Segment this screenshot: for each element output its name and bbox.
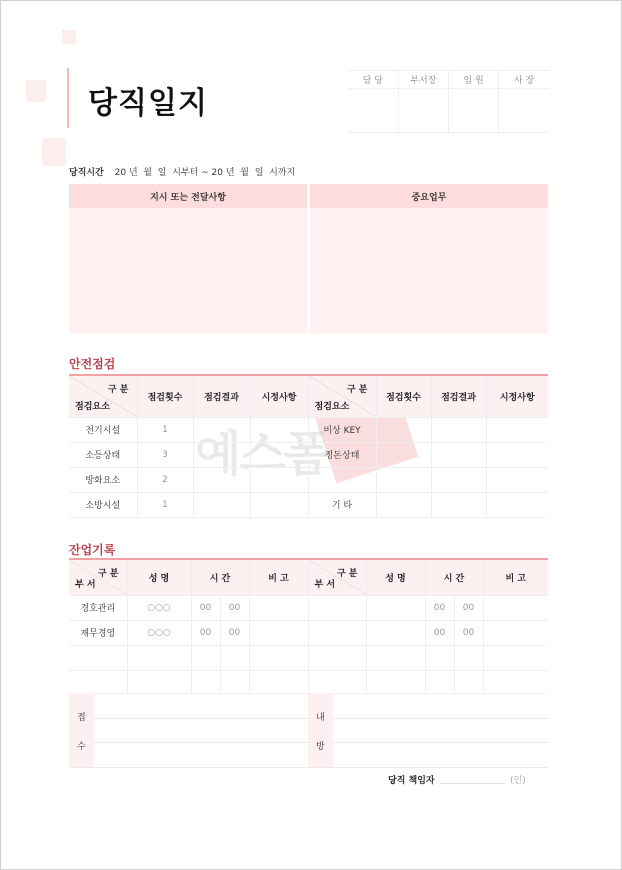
corrective-action[interactable] [486, 467, 548, 492]
watermark: 예스폼 [195, 426, 329, 482]
approval-sign-cell[interactable] [398, 89, 448, 133]
check-count[interactable] [376, 442, 431, 467]
reception-label: 수 [77, 742, 86, 752]
hour-cell[interactable]: 00 [191, 620, 220, 645]
minute-cell[interactable]: 00 [220, 620, 249, 645]
name-cell[interactable] [366, 620, 425, 645]
column-header: 시 간 [425, 560, 483, 595]
safety-section-title: 안전점검 [69, 357, 116, 371]
hour-cell[interactable]: 00 [425, 620, 454, 645]
name-cell[interactable] [366, 645, 425, 670]
check-item: 전기시설 [69, 417, 137, 442]
check-item [308, 467, 376, 492]
visit-line[interactable] [333, 742, 548, 767]
department-cell[interactable] [308, 620, 366, 645]
hour-cell[interactable] [425, 670, 454, 693]
hour-cell[interactable] [191, 670, 220, 693]
safety-table [69, 376, 548, 518]
reception-table [69, 693, 548, 768]
department-cell[interactable]: 재무경영 [69, 620, 127, 645]
table-row [69, 670, 548, 693]
remarks-cell[interactable] [249, 620, 308, 645]
check-item: 비상 KEY [308, 417, 376, 442]
table-row [69, 492, 548, 517]
department-cell[interactable] [69, 645, 127, 670]
diag-bottom-label: 점검요소 [75, 401, 110, 412]
corrective-action[interactable] [486, 492, 548, 517]
approval-sign-cell[interactable] [499, 89, 549, 133]
corrective-action[interactable] [250, 442, 308, 467]
minute-cell[interactable]: 00 [220, 595, 249, 620]
check-item: 소등상태 [69, 442, 137, 467]
corrective-action[interactable] [486, 442, 548, 467]
name-cell[interactable] [127, 670, 191, 693]
minute-cell[interactable] [454, 670, 483, 693]
column-header: 점검횟수 [376, 376, 431, 417]
approval-sign-cell[interactable] [449, 89, 499, 133]
check-result[interactable] [431, 492, 486, 517]
important-work-body[interactable] [310, 208, 548, 334]
signature-field[interactable] [440, 783, 505, 784]
check-item: 방화요소 [69, 467, 137, 492]
overtime-section-title: 잔업기록 [69, 543, 116, 557]
check-result[interactable] [193, 442, 250, 467]
remarks-cell[interactable] [249, 595, 308, 620]
remarks-cell[interactable] [483, 595, 548, 620]
column-header: 비 고 [249, 560, 308, 595]
minute-cell[interactable]: 00 [454, 620, 483, 645]
corrective-action[interactable] [486, 417, 548, 442]
reception-label: 접 [77, 713, 86, 723]
corrective-action[interactable] [250, 467, 308, 492]
minute-cell[interactable] [220, 670, 249, 693]
check-result[interactable] [431, 417, 486, 442]
department-cell[interactable] [308, 670, 366, 693]
diagonal-header-cell [308, 376, 376, 417]
check-count[interactable] [376, 492, 431, 517]
minute-cell[interactable] [454, 645, 483, 670]
diag-top-label: 구 분 [336, 569, 358, 579]
overtime-table [69, 560, 548, 694]
table-row [69, 595, 548, 620]
decor-square [26, 80, 46, 102]
column-header: 시 간 [191, 560, 249, 595]
check-result[interactable] [193, 467, 250, 492]
hour-cell[interactable]: 00 [191, 595, 220, 620]
check-result[interactable] [431, 442, 486, 467]
approval-header: 부서장 [398, 71, 448, 89]
department-cell[interactable] [308, 595, 366, 620]
name-cell[interactable] [127, 645, 191, 670]
approval-table [348, 70, 549, 133]
visit-line[interactable] [333, 693, 548, 718]
remarks-cell[interactable] [249, 645, 308, 670]
remarks-cell[interactable] [249, 670, 308, 693]
diagonal-header-cell [308, 560, 366, 595]
diag-bottom-label: 부 서 [314, 579, 336, 590]
column-header: 시정사항 [486, 376, 548, 417]
hour-cell[interactable] [191, 645, 220, 670]
department-cell[interactable] [308, 645, 366, 670]
notes-table [69, 184, 548, 334]
check-item: 정돈상태 [308, 442, 376, 467]
column-header: 비 고 [483, 560, 548, 595]
minute-cell[interactable]: 00 [454, 595, 483, 620]
check-item: 기 타 [308, 492, 376, 517]
diagonal-header-cell [69, 560, 127, 595]
duty-time-text[interactable]: 20 년 월 일 시부터 ~ 20 년 월 일 시까지 [114, 168, 296, 178]
column-header: 점검횟수 [137, 376, 193, 417]
check-count[interactable]: 3 [137, 442, 193, 467]
visit-label: 내 [316, 713, 325, 723]
important-work-header: 중요업무 [310, 184, 548, 208]
diag-top-label: 구 분 [97, 569, 119, 579]
reception-line[interactable] [94, 718, 308, 742]
decor-square [42, 138, 66, 166]
check-item: 소방시설 [69, 492, 137, 517]
check-result[interactable] [193, 492, 250, 517]
column-header: 점검결과 [431, 376, 486, 417]
check-result[interactable] [431, 467, 486, 492]
page-title: 당직일지 [88, 86, 208, 121]
table-row [69, 620, 548, 645]
name-cell[interactable]: ○○○ [127, 620, 191, 645]
remarks-cell[interactable] [483, 645, 548, 670]
table-row [69, 467, 548, 492]
check-count[interactable] [376, 467, 431, 492]
seal-mark: (인) [510, 776, 526, 786]
visit-line[interactable] [333, 718, 548, 742]
hour-cell[interactable] [425, 645, 454, 670]
notes-body[interactable] [69, 208, 307, 334]
name-cell[interactable] [366, 670, 425, 693]
check-count[interactable]: 2 [137, 467, 193, 492]
column-header: 시정사항 [250, 376, 308, 417]
table-row [69, 442, 548, 467]
corrective-action[interactable] [250, 417, 308, 442]
duty-time-line [69, 165, 295, 178]
diagonal-header-cell [69, 376, 137, 417]
table-row [69, 645, 548, 670]
decor-square [62, 30, 76, 44]
approval-header: 담 당 [348, 71, 398, 89]
name-cell[interactable] [366, 595, 425, 620]
title-accent-bar [67, 68, 69, 128]
diag-bottom-label: 점검요소 [314, 401, 350, 412]
approval-header: 임 원 [449, 71, 499, 89]
check-count[interactable] [376, 417, 431, 442]
check-count[interactable]: 1 [137, 492, 193, 517]
approval-sign-cell[interactable] [348, 89, 398, 133]
column-header: 성 명 [127, 560, 191, 595]
diag-bottom-label: 부 서 [75, 579, 96, 590]
name-cell[interactable]: ○○○ [127, 595, 191, 620]
hour-cell[interactable]: 00 [425, 595, 454, 620]
remarks-cell[interactable] [483, 670, 548, 693]
diag-top-label: 구 분 [346, 385, 368, 395]
signature-label: 당직 책임자 [388, 776, 435, 786]
approval-header: 사 장 [499, 71, 549, 89]
reception-line[interactable] [94, 742, 308, 767]
check-count[interactable]: 1 [137, 417, 193, 442]
diag-top-label: 구 분 [107, 385, 129, 395]
reception-line[interactable] [94, 693, 308, 718]
department-cell[interactable] [69, 670, 127, 693]
corrective-action[interactable] [250, 492, 308, 517]
column-header: 점검결과 [193, 376, 250, 417]
table-row [69, 417, 548, 442]
duty-time-label: 당직시간 [69, 168, 104, 178]
column-header: 성 명 [366, 560, 425, 595]
check-result[interactable] [193, 417, 250, 442]
minute-cell[interactable] [220, 645, 249, 670]
remarks-cell[interactable] [483, 620, 548, 645]
visit-label: 방 [316, 742, 325, 752]
notes-header: 지시 또는 전달사항 [69, 184, 307, 208]
department-cell[interactable]: 경호관리 [69, 595, 127, 620]
